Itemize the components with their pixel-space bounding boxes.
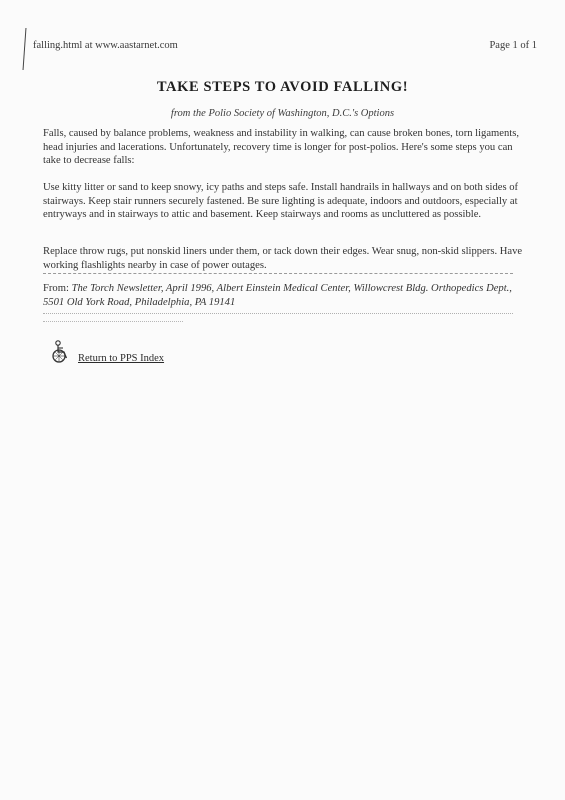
source-reference: The Torch Newsletter, April 1996, Albert Einstein Medical Center, Willowcrest Bldg. Orthopedics Dept., 5501 Old York Road, Philadelphia, PA 19141 [43, 283, 512, 308]
paragraph-stairways: Use kitty litter or sand to keep snowy, icy paths and steps safe. Install handrails in hallways and on both sides of stairways. Keep stair runners securely fastened. Be sure lighting is adequate, indoors and outdoors, especially at entryways and in stairways to attic and basement. Keep stairways and rooms as uncluttered as possible. [43, 182, 519, 221]
wheelchair-icon[interactable] [50, 340, 72, 364]
divider-rule [43, 273, 513, 274]
page-title: TAKE STEPS TO AVOID FALLING! [156, 79, 409, 95]
paragraph-intro: Falls, caused by balance problems, weakness and instability in walking, can cause broken bones, torn ligaments, head injuries and lacerations. Unfortunately, recovery time is longer for post-polios. Here's some steps you can take to decrease falls: [43, 128, 520, 167]
return-to-index-link[interactable]: Return to PPS Index [78, 353, 165, 364]
divider-rule-short [43, 321, 183, 322]
paragraph-rugs: Replace throw rugs, put nonskid liners under them, or tack down their edges. Wear snug, non-skid slippers. Have working flashlights nearby in case of power outages. [43, 246, 523, 271]
print-header-url: falling.html at www.aastarnet.com [33, 40, 178, 51]
page-subtitle: from the Polio Society of Washington, D.C.'s Options [170, 108, 395, 119]
source-citation [43, 282, 523, 309]
source-prefix: From: [43, 283, 72, 294]
return-link-row[interactable] [50, 340, 164, 364]
margin-mark [23, 28, 30, 70]
print-header-page-number: Page 1 of 1 [489, 40, 537, 51]
print-header [33, 40, 537, 51]
divider-rule-bottom [43, 313, 513, 314]
